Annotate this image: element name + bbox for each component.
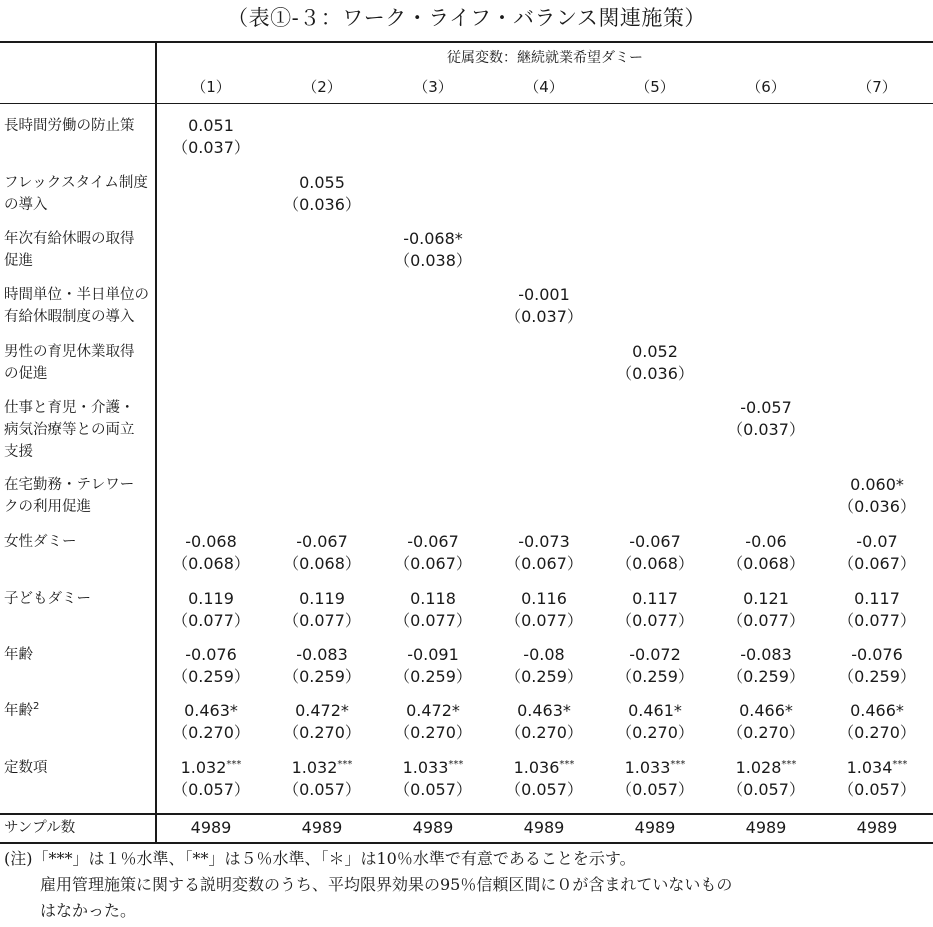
standard-error: （0.270）: [616, 723, 694, 742]
coef-cell: [378, 588, 488, 632]
coefficient: 0.463*: [184, 701, 238, 720]
standard-error: （0.036）: [838, 497, 916, 516]
coefficient: -0.083: [740, 645, 792, 664]
sample-size-label: サンプル数: [4, 820, 76, 836]
coefficient: -0.076: [185, 645, 237, 664]
standard-error: （0.077）: [394, 611, 472, 630]
coefficient: -0.001: [518, 285, 570, 304]
standard-error: （0.270）: [727, 723, 805, 742]
standard-error: （0.067）: [505, 554, 583, 573]
column-number: （3）: [413, 78, 453, 96]
standard-error: （0.036）: [283, 195, 361, 214]
standard-error: （0.067）: [394, 554, 472, 573]
coefficient: 1.034***: [846, 758, 908, 777]
coef-cell: [378, 644, 488, 688]
row-label: 子どもダミー: [4, 591, 91, 607]
column-number: （4）: [524, 78, 564, 96]
standard-error: （0.067）: [838, 554, 916, 573]
coef-cell: [822, 644, 932, 688]
standard-error: （0.077）: [727, 611, 805, 630]
coefficient: 0.051: [188, 116, 234, 135]
standard-error: （0.270）: [505, 723, 583, 742]
standard-error: （0.270）: [838, 723, 916, 742]
coef-cell: [711, 397, 821, 441]
coef-cell: [600, 341, 710, 385]
row-label: 年次有給休暇の取得 促進: [4, 231, 135, 269]
coefficient: 0.461*: [628, 701, 682, 720]
coef-cell: [156, 115, 266, 159]
coef-cell: [267, 644, 377, 688]
sample-size-cell: 4989: [301, 818, 343, 837]
coef-cell: [489, 531, 599, 575]
standard-error: （0.270）: [172, 723, 250, 742]
coefficient: -0.068*: [403, 229, 463, 248]
coefficient: -0.067: [407, 532, 459, 551]
coef-cell: [378, 531, 488, 575]
coef-cell: [156, 531, 266, 575]
coef-cell: [156, 757, 266, 801]
coefficient: 0.116: [521, 589, 567, 608]
coef-cell: [489, 588, 599, 632]
coefficient: 0.466*: [739, 701, 793, 720]
coefficient: 0.117: [854, 589, 900, 608]
coef-cell: [378, 700, 488, 744]
coefficient: -0.07: [856, 532, 898, 551]
coef-cell: [378, 228, 488, 272]
coef-cell: [489, 700, 599, 744]
column-number: （7）: [857, 78, 897, 96]
column-number: （2）: [302, 78, 342, 96]
standard-error: （0.037）: [727, 420, 805, 439]
note-line-1: (注)「***」は１％水準、「**」は５％水準、「＊」は10％水準で有意であることを示す。: [4, 849, 636, 868]
coef-cell: [711, 531, 821, 575]
row-label: 時間単位・半日単位の 有給休暇制度の導入: [4, 287, 149, 325]
coefficient: 1.032***: [291, 758, 353, 777]
sample-rule: [0, 813, 933, 815]
column-number: （6）: [746, 78, 786, 96]
coefficient: 0.117: [632, 589, 678, 608]
coefficient: 0.472*: [406, 701, 460, 720]
coef-cell: [489, 644, 599, 688]
sample-size-cell: 4989: [634, 818, 676, 837]
coefficient: -0.06: [745, 532, 787, 551]
row-label: 女性ダミー: [4, 534, 77, 550]
coefficient: -0.08: [523, 645, 565, 664]
coef-cell: [156, 700, 266, 744]
standard-error: （0.077）: [838, 611, 916, 630]
standard-error: （0.077）: [505, 611, 583, 630]
row-label: 仕事と育児・介護・ 病気治療等との両立 支援: [4, 400, 135, 460]
standard-error: （0.259）: [172, 667, 250, 686]
standard-error: （0.259）: [616, 667, 694, 686]
coefficient: 1.036***: [513, 758, 575, 777]
coef-cell: [489, 284, 599, 328]
row-label: 在宅勤務・テレワー クの利用促進: [4, 477, 135, 515]
coefficient: -0.083: [296, 645, 348, 664]
standard-error: （0.057）: [727, 780, 805, 799]
standard-error: （0.037）: [505, 307, 583, 326]
coef-cell: [267, 757, 377, 801]
sample-size-cell: 4989: [523, 818, 565, 837]
standard-error: （0.270）: [394, 723, 472, 742]
standard-error: （0.057）: [505, 780, 583, 799]
note-line-2: 雇用管理施策に関する説明変数のうち、平均限界効果の95％信頼区間に０が含まれていないもの: [40, 875, 733, 894]
coefficient: -0.067: [629, 532, 681, 551]
standard-error: （0.068）: [727, 554, 805, 573]
coefficient: -0.067: [296, 532, 348, 551]
bottom-rule: [0, 842, 933, 844]
coefficient: 0.119: [299, 589, 345, 608]
coef-cell: [822, 700, 932, 744]
coefficient: 0.472*: [295, 701, 349, 720]
standard-error: （0.037）: [172, 138, 250, 157]
coef-cell: [822, 757, 932, 801]
standard-error: （0.038）: [394, 251, 472, 270]
standard-error: （0.057）: [394, 780, 472, 799]
sample-size-cell: 4989: [412, 818, 454, 837]
standard-error: （0.057）: [838, 780, 916, 799]
row-label: 定数項: [4, 760, 48, 776]
coefficient: 0.118: [410, 589, 456, 608]
coefficient: 1.032***: [180, 758, 242, 777]
row-label: 男性の育児休業取得 の促進: [4, 344, 135, 382]
table-title: （表①-３：ワーク・ライフ・バランス関連施策）: [227, 6, 706, 30]
coef-cell: [711, 644, 821, 688]
row-label: 年齢: [4, 647, 33, 663]
coefficient: 0.121: [743, 589, 789, 608]
coef-cell: [267, 172, 377, 216]
coef-cell: [600, 644, 710, 688]
standard-error: （0.270）: [283, 723, 361, 742]
coef-cell: [822, 588, 932, 632]
coef-cell: [822, 474, 932, 518]
coefficient: -0.073: [518, 532, 570, 551]
coefficient: -0.057: [740, 398, 792, 417]
coefficient: 1.033***: [624, 758, 686, 777]
coef-cell: [156, 644, 266, 688]
note-line-3: はなかった。: [40, 901, 137, 920]
sample-size-cell: 4989: [856, 818, 898, 837]
coef-cell: [711, 757, 821, 801]
standard-error: （0.077）: [616, 611, 694, 630]
standard-error: （0.259）: [394, 667, 472, 686]
coef-cell: [267, 531, 377, 575]
coefficient: 0.463*: [517, 701, 571, 720]
top-rule: [0, 41, 933, 43]
coefficient: -0.072: [629, 645, 681, 664]
standard-error: （0.057）: [172, 780, 250, 799]
sample-size-cell: 4989: [190, 818, 232, 837]
column-number: （1）: [191, 78, 231, 96]
standard-error: （0.259）: [838, 667, 916, 686]
standard-error: （0.057）: [283, 780, 361, 799]
row-label: 年齢$^2$: [4, 701, 40, 719]
coefficient: -0.091: [407, 645, 459, 664]
standard-error: （0.077）: [283, 611, 361, 630]
column-number: （5）: [635, 78, 675, 96]
coefficient: 0.466*: [850, 701, 904, 720]
coefficient: 0.119: [188, 589, 234, 608]
coefficient: -0.076: [851, 645, 903, 664]
coefficient: 1.033***: [402, 758, 464, 777]
coef-cell: [600, 531, 710, 575]
coefficient: 0.055: [299, 173, 345, 192]
coef-cell: [711, 588, 821, 632]
coef-cell: [822, 531, 932, 575]
standard-error: （0.259）: [283, 667, 361, 686]
coef-cell: [489, 757, 599, 801]
standard-error: （0.259）: [505, 667, 583, 686]
sample-size-cell: 4989: [745, 818, 787, 837]
coef-cell: [267, 700, 377, 744]
coef-cell: [378, 757, 488, 801]
standard-error: （0.057）: [616, 780, 694, 799]
coefficient: 1.028***: [735, 758, 797, 777]
coefficient: 0.052: [632, 342, 678, 361]
row-label: フレックスタイム制度 の導入: [4, 175, 148, 213]
coef-cell: [156, 588, 266, 632]
header-rule: [0, 103, 933, 104]
row-label: 長時間労働の防止策: [4, 118, 135, 134]
coefficient: -0.068: [185, 532, 237, 551]
dependent-variable-header: 従属変数：継続就業希望ダミー: [447, 50, 643, 66]
coef-cell: [267, 588, 377, 632]
coef-cell: [711, 700, 821, 744]
standard-error: （0.068）: [283, 554, 361, 573]
coef-cell: [600, 757, 710, 801]
coef-cell: [600, 588, 710, 632]
standard-error: （0.077）: [172, 611, 250, 630]
standard-error: （0.036）: [616, 364, 694, 383]
standard-error: （0.259）: [727, 667, 805, 686]
coefficient: 0.060*: [850, 475, 904, 494]
standard-error: （0.068）: [616, 554, 694, 573]
standard-error: （0.068）: [172, 554, 250, 573]
coef-cell: [600, 700, 710, 744]
